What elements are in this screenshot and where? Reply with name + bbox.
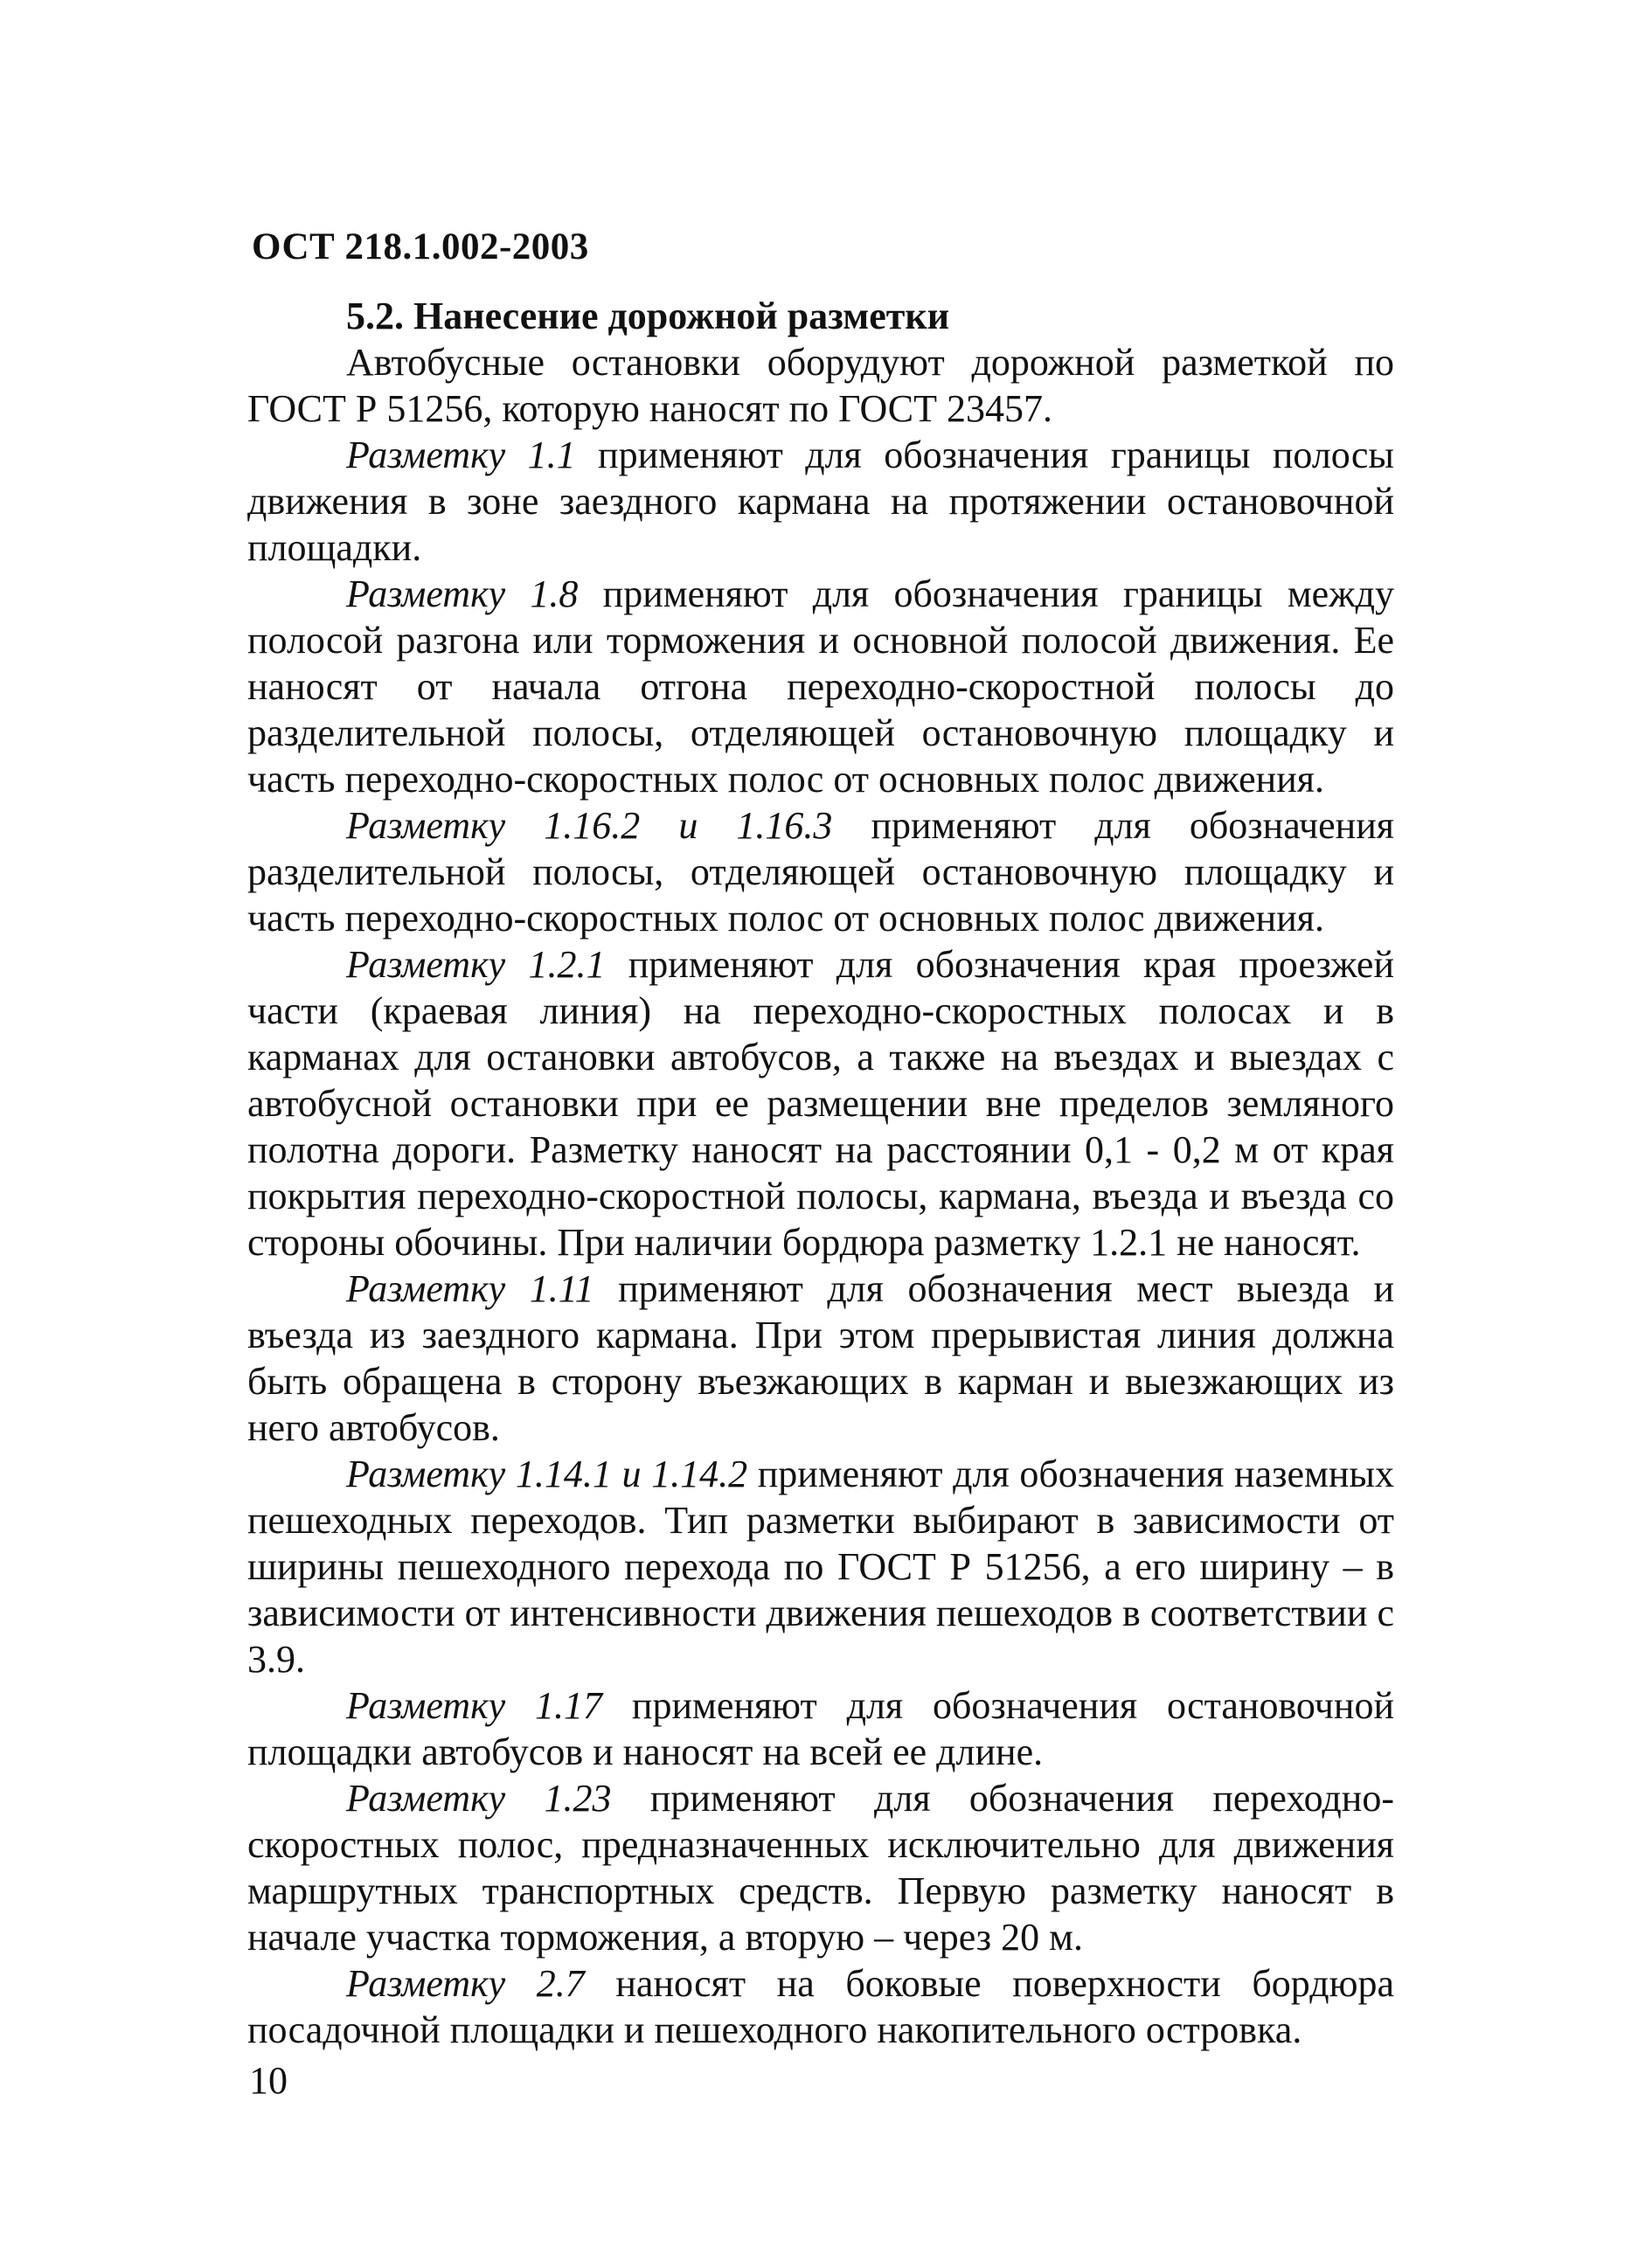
paragraph-marking-1-11 <box>247 1266 1394 1451</box>
paragraph-text: применяют для обозначения границы полосы движения в зоне заездного кармана на протяжении остановочной площадки. <box>247 433 1394 569</box>
page-number: 10 <box>249 2059 288 2102</box>
paragraph-lead: Разметку 1.8 <box>346 572 579 615</box>
paragraph-lead: Разметку 1.14.1 и 1.14.2 <box>346 1453 748 1495</box>
paragraph-text: применяют для обозначения мест выезда и въезда из заездного кармана. При этом прерывистая линия должна быть обращена в сторону въезжающих в карман и выезжающих из него автобусов. <box>247 1267 1395 1449</box>
page-body <box>247 293 1394 2053</box>
paragraph-marking-1-17 <box>247 1682 1394 1775</box>
paragraph-lead: Разметку 1.2.1 <box>346 943 606 986</box>
paragraph-marking-2-7 <box>247 1960 1394 2053</box>
paragraph-lead: Разметку 1.17 <box>346 1684 603 1727</box>
paragraph-marking-1-1 <box>247 432 1394 571</box>
paragraph-intro <box>247 339 1394 432</box>
paragraph-marking-1-8 <box>247 571 1394 802</box>
paragraph-marking-1-16 <box>247 802 1394 941</box>
paragraph-text: применяют для обозначения края проезжей части (краевая линия) на переходно-скоростных полосах и в карманах для остановки автобусов, а также на въездах и выездах с автобусной остановки при ее размещении вне пределов земляного полотна дороги. Разметку наносят на расстоянии 0,1 - 0,2 м от края покрытия переходно-скоростной полосы, кармана, въезда и въезда со стороны обочины. При наличии бордюра разметку 1.2.1 не наносят. <box>247 943 1395 1264</box>
paragraph-lead: Разметку 1.23 <box>346 1777 612 1820</box>
paragraph-lead: Разметку 1.11 <box>346 1267 594 1310</box>
paragraph-text: наносят на боковые поверхности бордюра посадочной площадки и пешеходного накопительного островка. <box>247 1962 1395 2051</box>
paragraph-lead: Разметку 2.7 <box>346 1962 585 2005</box>
paragraph-marking-1-14 <box>247 1451 1394 1682</box>
paragraph-lead: Разметку 1.1 <box>346 433 576 476</box>
paragraph-text: применяют для обозначения остановочной площадки автобусов и наносят на всей ее длине. <box>247 1684 1395 1773</box>
paragraph-marking-1-23 <box>247 1775 1394 1960</box>
paragraph-text: применяют для обозначения разделительной полосы, отделяющей остановочную площадку и часть переходно-скоростных полос от основных полос движения. <box>247 804 1394 940</box>
paragraph-text: Автобусные остановки оборудуют дорожной разметкой по ГОСТ Р 51256, которую наносят по ГОСТ 23457. <box>247 341 1394 430</box>
document-code: ОСТ 218.1.002-2003 <box>252 226 589 267</box>
paragraph-lead: Разметку 1.16.2 и 1.16.3 <box>346 804 833 847</box>
section-title: 5.2. Нанесение дорожной разметки <box>346 295 950 337</box>
paragraph-text: применяют для обозначения границы между полосой разгона или торможения и основной полосой движения. Ее наносят от начала отгона переходно-скоростной полосы до разделительной полосы, отделяющей остановочную площадку и часть переходно-скоростных полос от основных полос движения. <box>247 572 1395 801</box>
paragraph-marking-1-2-1 <box>247 941 1394 1266</box>
paragraph-text: применяют для обозначения наземных пешеходных переходов. Тип разметки выбирают в зависимости от ширины пешеходного перехода по ГОСТ Р 51256, а его ширину – в зависимости от интенсивности движения пешеходов в соответствии с 3.9. <box>247 1453 1394 1681</box>
paragraph-text: применяют для обозначения переходно-скоростных полос, предназначенных исключительно для движения маршрутных транспортных средств. Первую разметку наносят в начале участка торможения, а вторую – через 20 м. <box>247 1777 1394 1959</box>
